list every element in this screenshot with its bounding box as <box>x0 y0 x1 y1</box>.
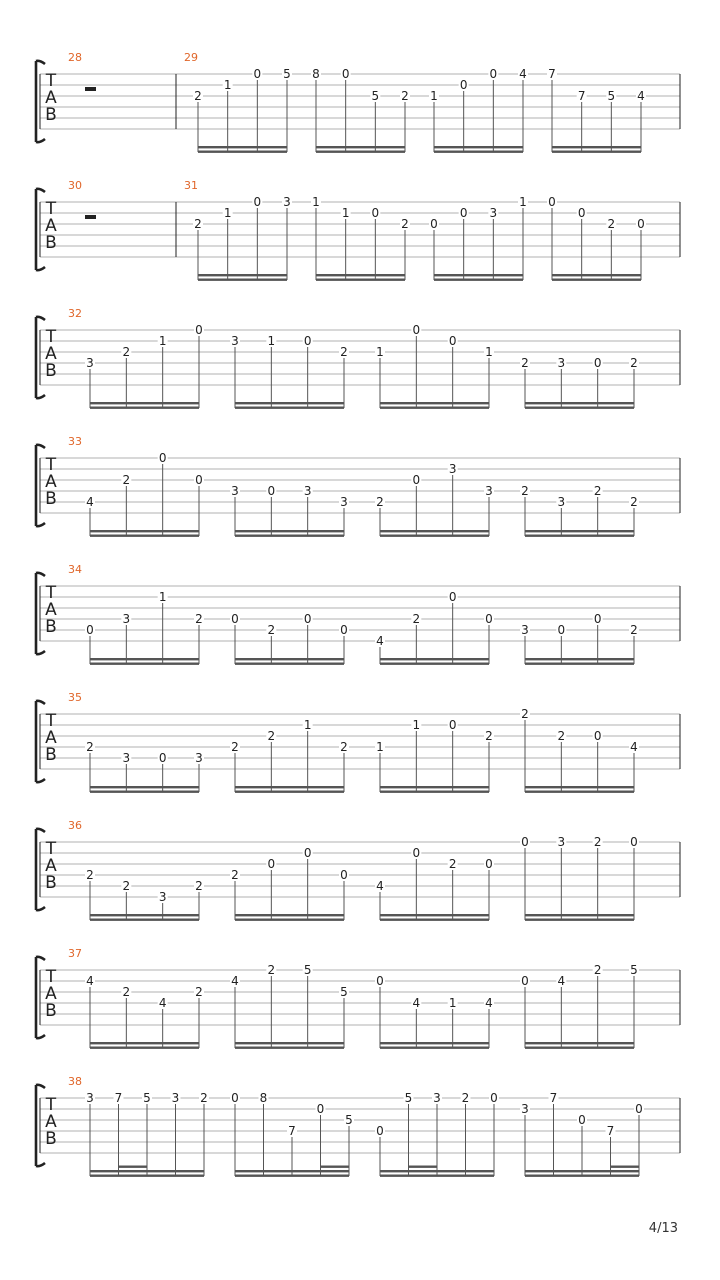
beam-secondary <box>90 663 199 665</box>
fret-number: 1 <box>303 718 312 732</box>
fret-number: 3 <box>86 1091 94 1105</box>
tab-clef-letter: T <box>45 327 57 347</box>
page-number: 4/13 <box>648 1221 678 1236</box>
beam-secondary <box>525 791 634 793</box>
beam-secondary <box>380 1047 489 1049</box>
fret-number: 3 <box>171 1091 180 1105</box>
fret-number: 3 <box>122 612 131 626</box>
fret-number: 7 <box>577 89 586 103</box>
fret-number: 2 <box>267 623 276 637</box>
beam-secondary <box>198 279 287 281</box>
fret-number: 2 <box>195 879 203 893</box>
beam-primary <box>525 402 634 404</box>
fret-number: 4 <box>485 996 493 1010</box>
tab-clef-letter: T <box>45 1095 57 1115</box>
beam-primary <box>90 402 199 404</box>
fret-number: 0 <box>448 718 457 732</box>
fret-number: 3 <box>158 890 167 904</box>
beam-secondary <box>235 663 344 665</box>
measure-number: 31 <box>184 179 198 192</box>
fret-number: 0 <box>578 1113 586 1127</box>
beam-primary <box>525 1042 634 1044</box>
fret-number: 5 <box>371 89 380 103</box>
fret-number: 3 <box>303 484 312 498</box>
fret-number: 0 <box>303 334 312 348</box>
fret-number: 2 <box>401 217 409 231</box>
fret-number: 4 <box>630 740 638 754</box>
fret-number: 7 <box>549 1091 558 1105</box>
fret-number: 4 <box>86 974 94 988</box>
beam-tertiary <box>409 1166 438 1168</box>
beam-tertiary <box>321 1166 350 1168</box>
fret-number: 0 <box>253 195 262 209</box>
beam-secondary <box>525 1047 634 1049</box>
beam-primary <box>525 786 634 788</box>
fret-number: 0 <box>303 846 312 860</box>
tab-clef-letter: A <box>45 600 57 620</box>
fret-number: 2 <box>340 740 348 754</box>
fret-number: 0 <box>593 356 602 370</box>
beam-primary <box>235 1170 349 1172</box>
fret-number: 4 <box>412 996 421 1010</box>
fret-number: 0 <box>630 835 638 849</box>
tab-clef-letter: B <box>45 233 57 253</box>
fret-number: 0 <box>521 974 529 988</box>
fret-number: 3 <box>557 495 566 509</box>
beam-primary <box>235 786 344 788</box>
beam-primary <box>90 1170 204 1172</box>
fret-number: 2 <box>401 89 409 103</box>
beam-primary <box>380 402 489 404</box>
fret-number: 4 <box>376 634 384 648</box>
beam-primary <box>380 914 489 916</box>
fret-number: 0 <box>430 217 438 231</box>
beam-primary <box>235 530 344 532</box>
tab-clef-letter: A <box>45 728 57 748</box>
fret-number: 3 <box>485 484 493 498</box>
beam-secondary <box>235 535 344 537</box>
beam-primary <box>198 274 287 276</box>
tab-clef-letter: B <box>45 873 57 893</box>
fret-number: 2 <box>267 963 276 977</box>
fret-number: 2 <box>557 729 566 743</box>
fret-number: 2 <box>630 495 638 509</box>
fret-number: 2 <box>195 985 203 999</box>
fret-number: 2 <box>195 612 203 626</box>
beam-primary <box>525 658 634 660</box>
fret-number: 0 <box>593 729 602 743</box>
fret-number: 0 <box>303 612 312 626</box>
beam-secondary <box>316 151 405 153</box>
beam-primary <box>90 914 199 916</box>
fret-number: 0 <box>371 206 380 220</box>
beam-primary <box>380 1042 489 1044</box>
beam-secondary <box>525 407 634 409</box>
tab-clef-letter: A <box>45 344 57 364</box>
fret-number: 3 <box>521 623 529 637</box>
fret-number: 1 <box>376 345 384 359</box>
fret-number: 2 <box>340 345 348 359</box>
fret-number: 3 <box>86 356 94 370</box>
fret-number: 5 <box>340 985 348 999</box>
fret-number: 4 <box>557 974 566 988</box>
tab-clef-letter: B <box>45 1001 57 1021</box>
measure-number: 33 <box>68 435 82 448</box>
fret-number: 3 <box>340 495 348 509</box>
measure-number: 38 <box>68 1075 82 1088</box>
fret-number: 0 <box>195 473 203 487</box>
tab-clef-letter: B <box>45 489 57 509</box>
fret-number: 0 <box>485 612 493 626</box>
beam-secondary <box>90 1175 204 1177</box>
fret-number: 0 <box>557 623 566 637</box>
tab-clef-letter: B <box>45 745 57 765</box>
beam-secondary <box>235 791 344 793</box>
fret-number: 1 <box>267 334 276 348</box>
fret-number: 3 <box>521 1102 529 1116</box>
fret-number: 5 <box>607 89 616 103</box>
measure-number: 36 <box>68 819 82 832</box>
beam-secondary <box>434 151 523 153</box>
beam-secondary <box>525 1175 639 1177</box>
fret-number: 3 <box>433 1091 441 1105</box>
fret-number: 2 <box>448 857 457 871</box>
fret-number: 2 <box>521 484 529 498</box>
fret-number: 2 <box>231 868 239 882</box>
beam-secondary <box>198 151 287 153</box>
fret-number: 2 <box>521 356 529 370</box>
fret-number: 0 <box>412 846 421 860</box>
measure-number: 29 <box>184 51 198 64</box>
beam-secondary <box>235 1047 344 1049</box>
beam-secondary <box>235 1175 349 1177</box>
beam-secondary <box>380 535 489 537</box>
measure-number: 37 <box>68 947 82 960</box>
beam-secondary <box>235 919 344 921</box>
fret-number: 3 <box>231 334 239 348</box>
beam-primary <box>380 530 489 532</box>
measure-number: 34 <box>68 563 82 576</box>
fret-number: 2 <box>521 707 529 721</box>
beam-secondary <box>90 1047 199 1049</box>
fret-number: 2 <box>376 495 384 509</box>
fret-number: 2 <box>194 89 202 103</box>
fret-number: 4 <box>637 89 645 103</box>
fret-number: 5 <box>630 963 638 977</box>
fret-number: 4 <box>376 879 384 893</box>
whole-rest-icon <box>85 87 96 91</box>
fret-number: 4 <box>519 67 527 81</box>
beam-primary <box>525 914 634 916</box>
fret-number: 2 <box>200 1091 208 1105</box>
fret-number: 5 <box>303 963 312 977</box>
fret-number: 0 <box>459 78 468 92</box>
fret-number: 0 <box>231 612 239 626</box>
tab-clef-letter: T <box>45 71 57 91</box>
fret-number: 1 <box>158 590 167 604</box>
fret-number: 0 <box>548 195 556 209</box>
tab-clef-letter: A <box>45 856 57 876</box>
fret-number: 7 <box>548 67 556 81</box>
tab-clef-letter: T <box>45 199 57 219</box>
tab-clef-letter: T <box>45 583 57 603</box>
beam-secondary <box>90 919 199 921</box>
fret-number: 1 <box>223 78 232 92</box>
fret-number: 8 <box>312 67 320 81</box>
beam-primary <box>198 146 287 148</box>
fret-number: 1 <box>519 195 527 209</box>
measure-number: 28 <box>68 51 82 64</box>
fret-number: 8 <box>259 1091 268 1105</box>
fret-number: 1 <box>485 345 493 359</box>
fret-number: 1 <box>412 718 421 732</box>
beam-primary <box>235 658 344 660</box>
beam-secondary <box>235 407 344 409</box>
fret-number: 0 <box>459 206 468 220</box>
tab-clef-letter: T <box>45 711 57 731</box>
beam-primary <box>552 146 641 148</box>
fret-number: 0 <box>448 590 457 604</box>
beam-secondary <box>525 663 634 665</box>
fret-number: 2 <box>122 879 131 893</box>
beam-secondary <box>380 407 489 409</box>
fret-number: 2 <box>122 345 131 359</box>
fret-number: 5 <box>345 1113 353 1127</box>
fret-number: 0 <box>635 1102 643 1116</box>
fret-number: 0 <box>412 473 421 487</box>
fret-number: 5 <box>283 67 291 81</box>
fret-number: 1 <box>341 206 350 220</box>
beam-primary <box>552 274 641 276</box>
measure-number: 32 <box>68 307 82 320</box>
beam-primary <box>434 274 523 276</box>
fret-number: 2 <box>593 484 602 498</box>
fret-number: 2 <box>607 217 616 231</box>
fret-number: 1 <box>430 89 438 103</box>
tab-clef-letter: A <box>45 216 57 236</box>
fret-number: 1 <box>158 334 167 348</box>
fret-number: 0 <box>577 206 586 220</box>
fret-number: 1 <box>312 195 320 209</box>
tab-clef-letter: B <box>45 617 57 637</box>
beam-secondary <box>525 919 634 921</box>
fret-number: 2 <box>267 729 276 743</box>
fret-number: 0 <box>267 484 276 498</box>
beam-secondary <box>552 279 641 281</box>
fret-number: 7 <box>288 1124 296 1138</box>
fret-number: 0 <box>490 1091 498 1105</box>
fret-number: 0 <box>267 857 276 871</box>
fret-number: 0 <box>158 451 167 465</box>
tab-clef-letter: A <box>45 984 57 1004</box>
beam-secondary <box>380 663 489 665</box>
fret-number: 3 <box>557 835 566 849</box>
fret-number: 0 <box>341 67 350 81</box>
beam-primary <box>525 530 634 532</box>
fret-number: 0 <box>158 751 167 765</box>
beam-primary <box>235 1042 344 1044</box>
fret-number: 2 <box>231 740 239 754</box>
beam-secondary <box>552 151 641 153</box>
beam-primary <box>380 786 489 788</box>
beam-primary <box>316 146 405 148</box>
fret-number: 3 <box>195 751 203 765</box>
measure-number: 35 <box>68 691 82 704</box>
beam-primary <box>90 658 199 660</box>
tab-clef-letter: T <box>45 967 57 987</box>
fret-number: 3 <box>231 484 239 498</box>
fret-number: 2 <box>122 985 131 999</box>
fret-number: 2 <box>122 473 131 487</box>
fret-number: 3 <box>557 356 566 370</box>
fret-number: 0 <box>489 67 498 81</box>
beam-secondary <box>380 791 489 793</box>
fret-number: 0 <box>412 323 421 337</box>
tab-clef-letter: A <box>45 1112 57 1132</box>
fret-number: 0 <box>485 857 493 871</box>
fret-number: 0 <box>253 67 262 81</box>
fret-number: 2 <box>630 623 638 637</box>
fret-number: 0 <box>231 1091 239 1105</box>
fret-number: 2 <box>461 1091 470 1105</box>
beam-primary <box>90 530 199 532</box>
fret-number: 0 <box>86 623 94 637</box>
fret-number: 1 <box>223 206 232 220</box>
fret-number: 2 <box>194 217 202 231</box>
beam-primary <box>90 1042 199 1044</box>
fret-number: 2 <box>485 729 493 743</box>
fret-number: 2 <box>86 740 94 754</box>
beam-secondary <box>434 279 523 281</box>
tab-clef-letter: T <box>45 839 57 859</box>
fret-number: 4 <box>86 495 94 509</box>
fret-number: 0 <box>316 1102 325 1116</box>
whole-rest-icon <box>85 215 96 219</box>
beam-secondary <box>380 1175 494 1177</box>
fret-number: 3 <box>448 462 457 476</box>
fret-number: 0 <box>637 217 645 231</box>
beam-primary <box>380 1170 494 1172</box>
beam-tertiary <box>119 1166 148 1168</box>
tab-clef-letter: A <box>45 472 57 492</box>
fret-number: 1 <box>448 996 457 1010</box>
tab-clef-letter: B <box>45 361 57 381</box>
fret-number: 0 <box>340 623 348 637</box>
beam-secondary <box>90 407 199 409</box>
beam-primary <box>525 1170 639 1172</box>
fret-number: 0 <box>376 1124 384 1138</box>
tab-clef-letter: A <box>45 88 57 108</box>
fret-number: 4 <box>158 996 167 1010</box>
fret-number: 2 <box>593 963 602 977</box>
fret-number: 4 <box>231 974 239 988</box>
beam-primary <box>316 274 405 276</box>
beam-tertiary <box>611 1166 640 1168</box>
fret-number: 0 <box>376 974 384 988</box>
fret-number: 7 <box>606 1124 615 1138</box>
fret-number: 5 <box>404 1091 413 1105</box>
beam-secondary <box>90 791 199 793</box>
beam-secondary <box>380 919 489 921</box>
fret-number: 2 <box>630 356 638 370</box>
beam-secondary <box>90 535 199 537</box>
fret-number: 7 <box>114 1091 123 1105</box>
fret-number: 0 <box>593 612 602 626</box>
measure-number: 30 <box>68 179 82 192</box>
fret-number: 0 <box>521 835 529 849</box>
fret-number: 3 <box>489 206 498 220</box>
fret-number: 5 <box>143 1091 151 1105</box>
fret-number: 2 <box>86 868 94 882</box>
tab-clef-letter: B <box>45 105 57 125</box>
beam-primary <box>235 914 344 916</box>
fret-number: 0 <box>340 868 348 882</box>
fret-number: 3 <box>122 751 131 765</box>
beam-primary <box>380 658 489 660</box>
fret-number: 2 <box>412 612 421 626</box>
beam-primary <box>90 786 199 788</box>
fret-number: 2 <box>593 835 602 849</box>
beam-secondary <box>316 279 405 281</box>
fret-number: 3 <box>283 195 291 209</box>
beam-primary <box>235 402 344 404</box>
beam-primary <box>434 146 523 148</box>
fret-number: 0 <box>195 323 203 337</box>
fret-number: 1 <box>376 740 384 754</box>
beam-secondary <box>525 535 634 537</box>
tab-clef-letter: T <box>45 455 57 475</box>
tab-clef-letter: B <box>45 1129 57 1149</box>
fret-number: 0 <box>448 334 457 348</box>
